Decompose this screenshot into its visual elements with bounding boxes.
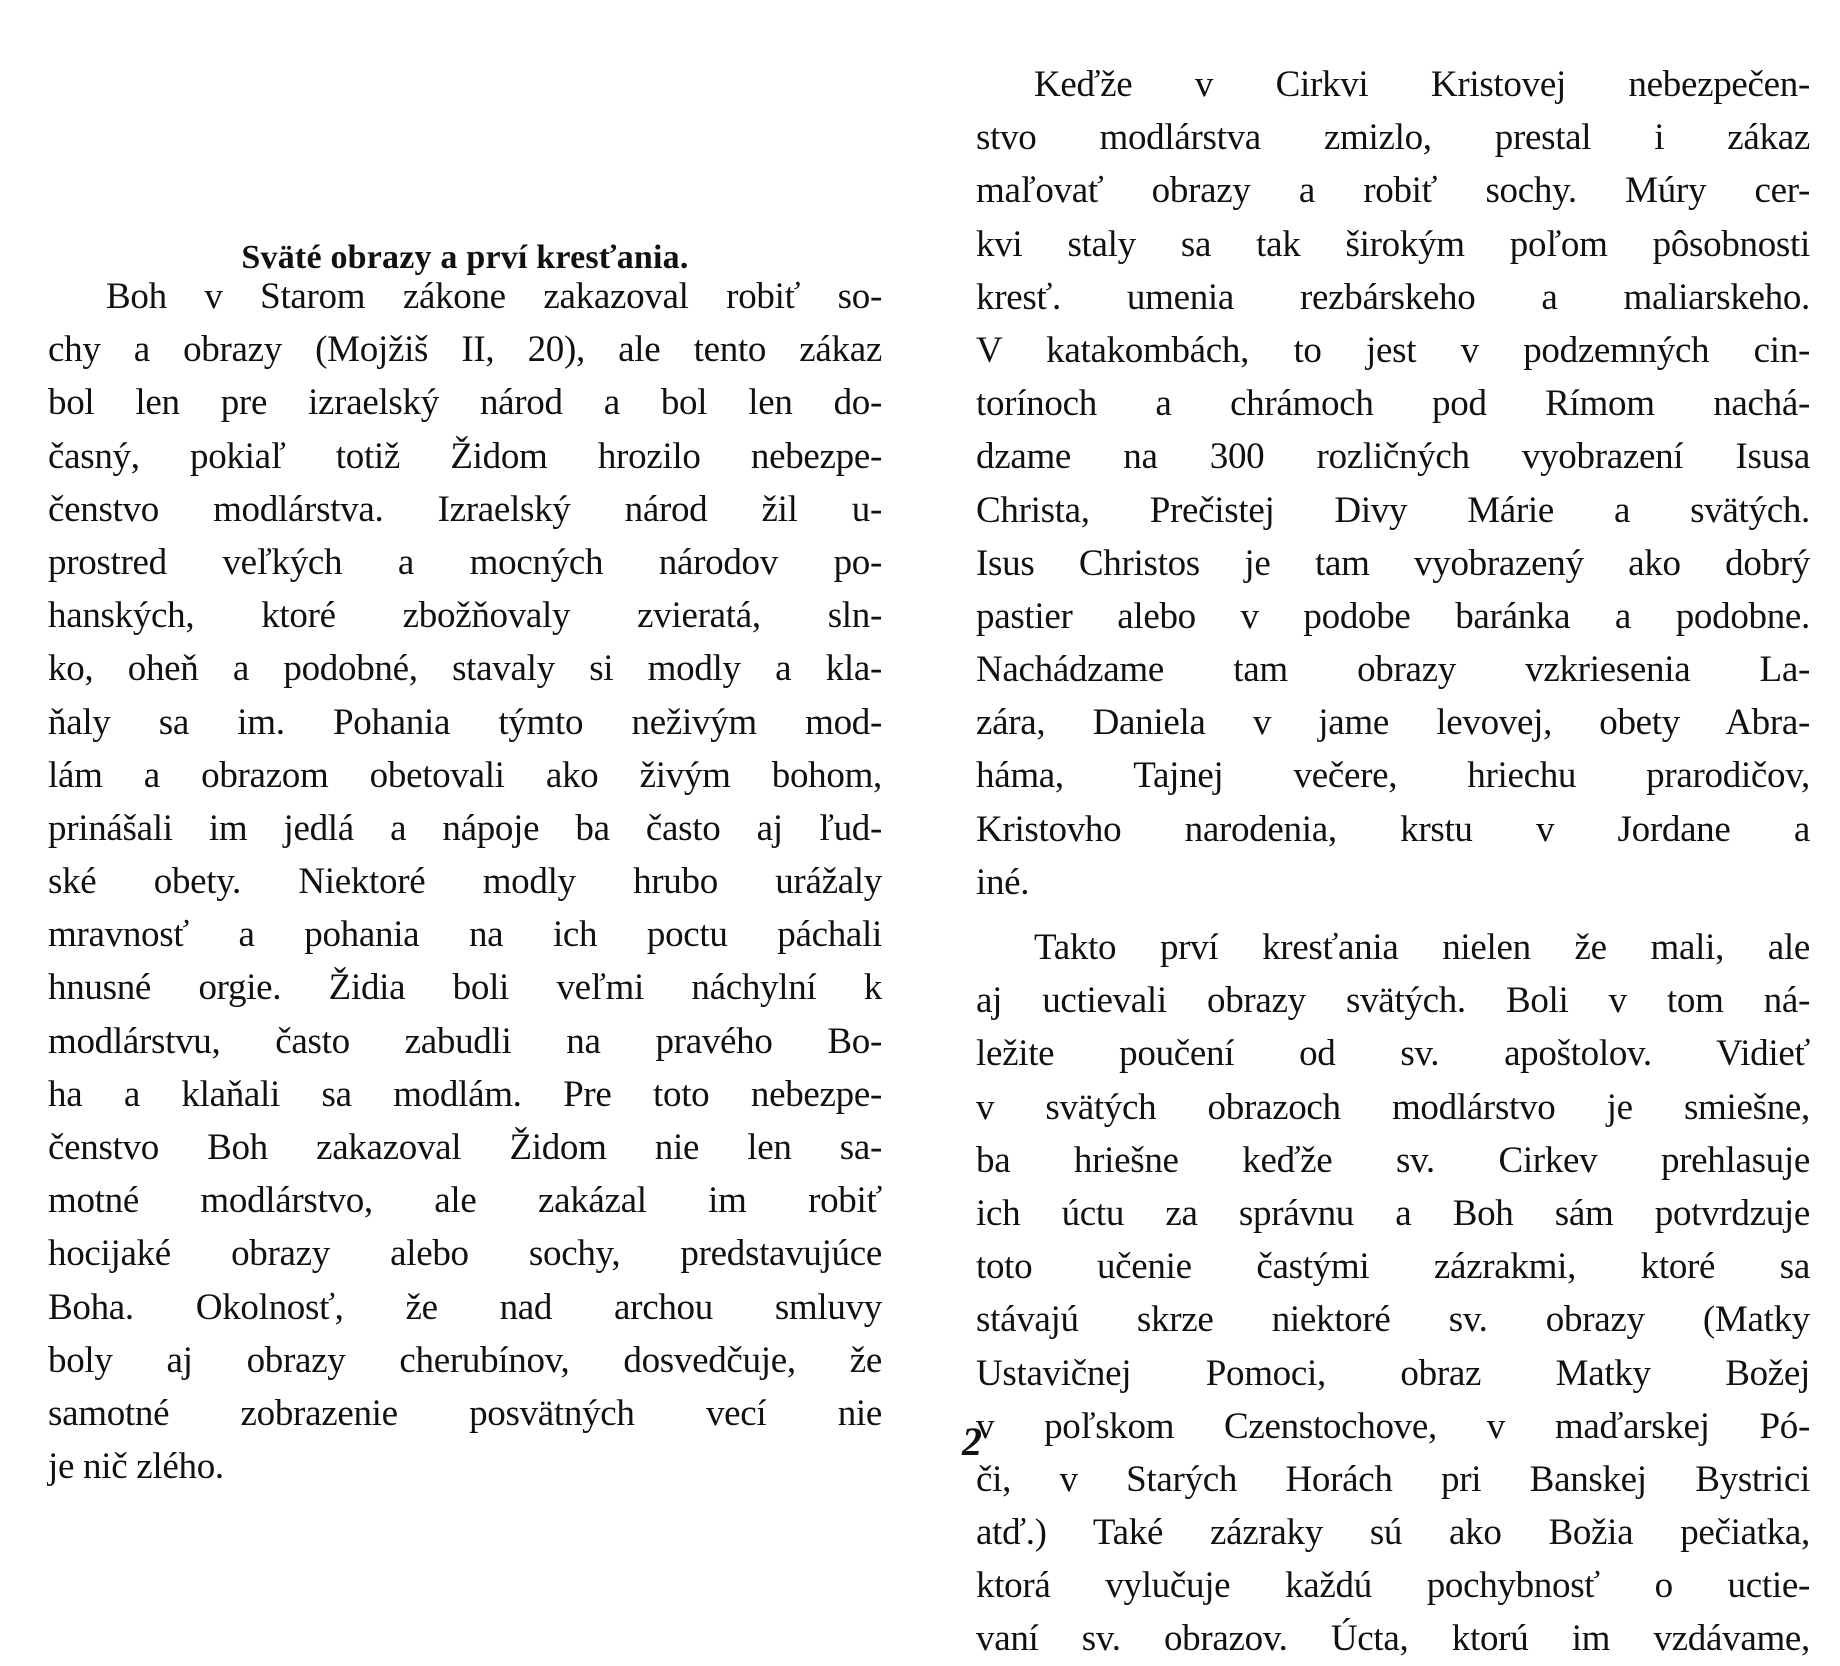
text-line: torínoch a chrámoch pod Rímom nachá- bbox=[976, 383, 1810, 425]
text-line: motné modlárstvo, ale zakázal im robiť bbox=[48, 1180, 882, 1222]
paragraph-gap bbox=[976, 909, 1810, 921]
text-line: V katakombách, to jest v podzemných cin- bbox=[976, 329, 1810, 371]
text-line: dzame na 300 rozličných vyobrazení Isusa bbox=[976, 436, 1810, 478]
text-line: hocijaké obrazy alebo sochy, predstavujúce bbox=[48, 1233, 882, 1275]
text-line: háma, Tajnej večere, hriechu prarodičov, bbox=[976, 755, 1810, 797]
text-line: Kristovho narodenia, krstu v Jordane a bbox=[976, 808, 1810, 850]
text-line: či, v Starých Horách pri Banskej Bystrici bbox=[976, 1458, 1810, 1500]
text-line: kresť. umenia rezbárskeho a maliarskeho. bbox=[976, 276, 1810, 318]
text-line: iné. bbox=[976, 861, 1030, 903]
text-line: v svätých obrazoch modlárstvo je smiešne, bbox=[976, 1086, 1810, 1128]
text-line: toto učenie častými zázrakmi, ktoré sa bbox=[976, 1246, 1810, 1288]
paragraph bbox=[48, 270, 882, 1493]
text-line: chy a obrazy (Mojžiš II, 20), ale tento zákaz bbox=[48, 329, 882, 371]
text-line: aj uctievali obrazy svätých. Boli v tom ná- bbox=[976, 980, 1810, 1022]
text-line: Christa, Prečistej Divy Márie a svätých. bbox=[976, 489, 1810, 531]
text-line: vaní sv. obrazov. Úcta, ktorú im vzdávame, bbox=[976, 1618, 1810, 1660]
text-line: zára, Daniela v jame levovej, obety Abra- bbox=[976, 702, 1810, 744]
text-line: mravnosť a pohania na ich poctu páchali bbox=[48, 914, 882, 956]
text-line: hanských, ktoré zbožňovaly zvieratá, sln- bbox=[48, 595, 882, 637]
page-number: 2 bbox=[962, 1419, 982, 1464]
text-line: časný, pokiaľ totiž Židom hrozilo nebezpe- bbox=[48, 435, 882, 477]
text-line: ňaly sa im. Pohania týmto neživým mod- bbox=[48, 701, 882, 743]
text-line: ktorá vylučuje každú pochybnosť o uctie- bbox=[976, 1565, 1810, 1607]
text-line: Ustavičnej Pomoci, obraz Matky Božej bbox=[976, 1352, 1810, 1394]
paragraph bbox=[976, 921, 1810, 1666]
text-line: ich úctu za správnu a Boh sám potvrdzuje bbox=[976, 1192, 1810, 1234]
text-line: ležite poučení od sv. apoštolov. Vidieť bbox=[976, 1033, 1810, 1075]
text-line: hnusné orgie. Židia boli veľmi náchylní k bbox=[48, 967, 882, 1009]
text-line: čenstvo Boh zakazoval Židom nie len sa- bbox=[48, 1127, 882, 1168]
text-line: stvo modlárstva zmizlo, prestal i zákaz bbox=[976, 117, 1810, 159]
text-line: stávajú skrze niektoré sv. obrazy (Matky bbox=[976, 1299, 1810, 1341]
text-line: kvi staly sa tak širokým poľom pôsobnosti bbox=[976, 223, 1810, 265]
text-line: Nachádzame tam obrazy vzkriesenia La- bbox=[976, 649, 1810, 691]
text-line: bol len pre izraelský národ a bol len do- bbox=[48, 382, 882, 424]
text-line: ské obety. Niektoré modly hrubo urážaly bbox=[48, 861, 882, 903]
text-line: prostred veľkých a mocných národov po- bbox=[48, 541, 882, 583]
text-line: atď.) Také zázraky sú ako Božia pečiatka, bbox=[976, 1512, 1810, 1554]
left-column bbox=[48, 270, 882, 1493]
paragraph bbox=[976, 58, 1810, 909]
text-line: Boha. Okolnosť, že nad archou smluvy bbox=[48, 1286, 882, 1328]
text-line: je nič zlého. bbox=[48, 1446, 224, 1488]
text-line: boly aj obrazy cherubínov, dosvedčuje, že bbox=[48, 1339, 882, 1381]
text-line: v poľskom Czenstochove, v maďarskej Pó- bbox=[976, 1405, 1810, 1447]
text-line: Isus Christos je tam vyobrazený ako dobrý bbox=[976, 542, 1810, 584]
text-line: lám a obrazom obetovali ako živým bohom, bbox=[48, 754, 882, 796]
text-line: Takto prví kresťania nielen že mali, ale bbox=[1034, 927, 1810, 968]
text-line: ko, oheň a podobné, stavaly si modly a kla- bbox=[48, 648, 882, 690]
text-line: ba hriešne keďže sv. Cirkev prehlasuje bbox=[976, 1139, 1810, 1181]
text-line: čenstvo modlárstva. Izraelský národ žil u- bbox=[48, 488, 882, 530]
text-line: maľovať obrazy a robiť sochy. Múry cer- bbox=[976, 170, 1810, 212]
text-line: Keďže v Cirkvi Kristovej nebezpečen- bbox=[1034, 64, 1810, 105]
text-line: modlárstvu, často zabudli na pravého Bo- bbox=[48, 1020, 882, 1062]
text-line: prinášali im jedlá a nápoje ba často aj ľud- bbox=[48, 807, 882, 849]
text-line: samotné zobrazenie posvätných vecí nie bbox=[48, 1392, 882, 1434]
section-heading: Sväté obrazy a prví kresťania. bbox=[241, 239, 689, 277]
text-line: Boh v Starom zákone zakazoval robiť so- bbox=[106, 276, 882, 317]
text-line: pastier alebo v podobe baránka a podobne. bbox=[976, 595, 1810, 637]
text-line: ha a klaňali sa modlám. Pre toto nebezpe- bbox=[48, 1073, 882, 1115]
right-column bbox=[976, 58, 1810, 1666]
